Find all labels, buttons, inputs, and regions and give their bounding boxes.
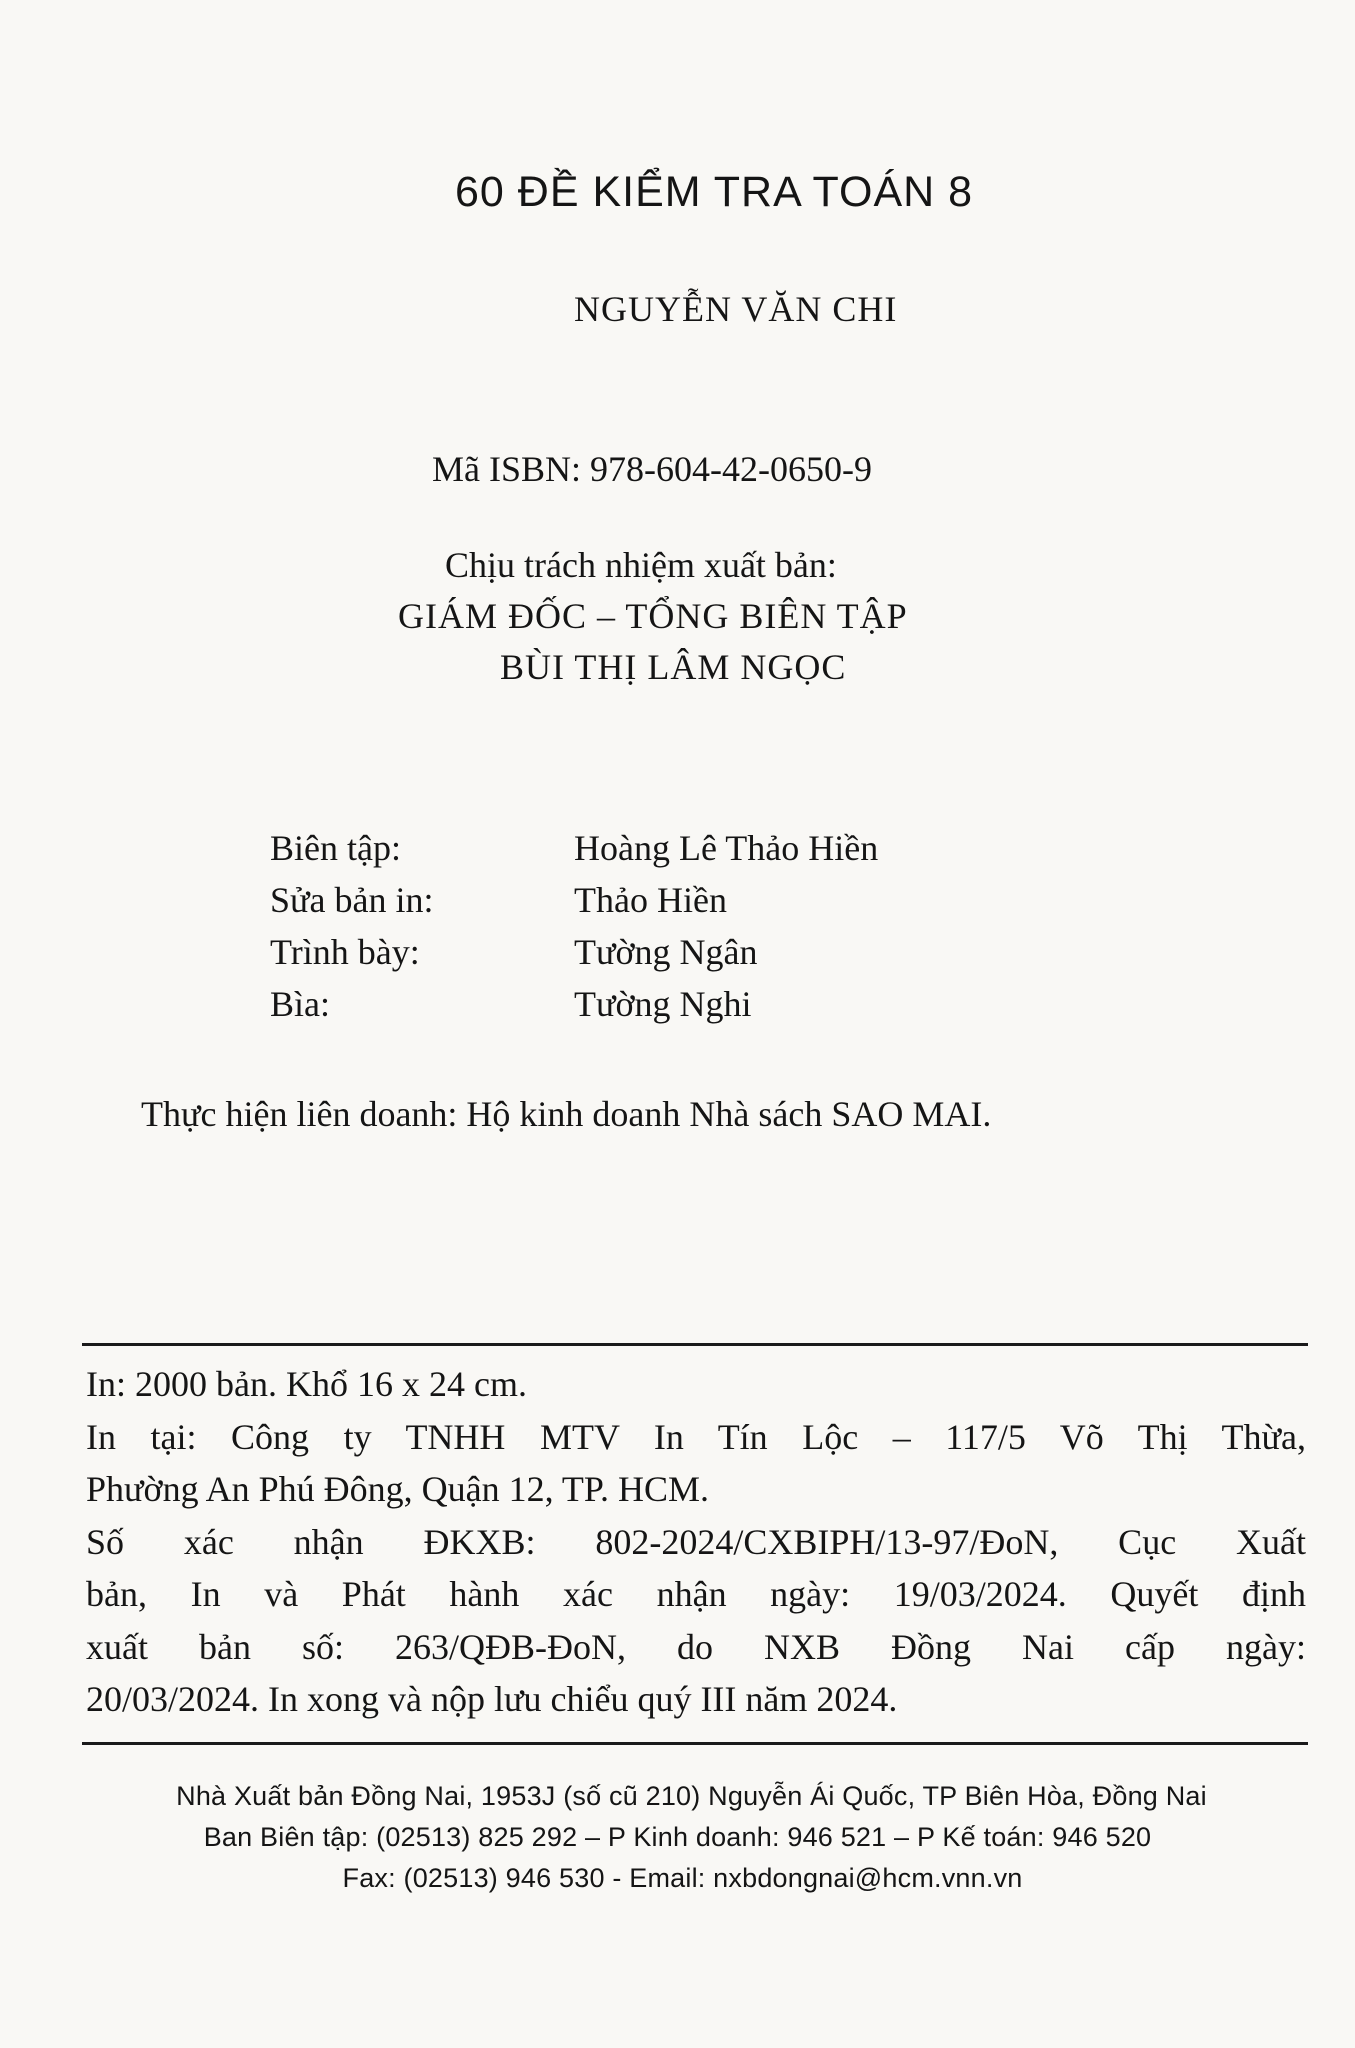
publisher-address: Nhà Xuất bản Đồng Nai, 1953J (số cũ 210) Nguyễn Ái Quốc, TP Biên Hòa, Đồng Nai [176, 1781, 1207, 1811]
publishing-responsibility-position: GIÁM ĐỐC – TỔNG BIÊN TẬP [398, 596, 908, 636]
print-info-line: In: 2000 bản. Khổ 16 x 24 cm. [86, 1364, 527, 1404]
print-info-line: In tại: Công ty TNHH MTV In Tín Lộc – 117/5 Võ Thị Thừa, [86, 1416, 1306, 1457]
print-info-line: xuất bản số: 263/QĐB-ĐoN, do NXB Đồng Nai cấp ngày: [86, 1626, 1306, 1667]
credit-name: Hoàng Lê Thảo Hiền [574, 828, 879, 868]
credit-name: Tường Ngân [574, 932, 758, 972]
book-title: 60 ĐỀ KIỂM TRA TOÁN 8 [455, 168, 974, 216]
print-info-block [86, 1358, 1306, 1726]
publisher-phones: Ban Biên tập: (02513) 825 292 – P Kinh doanh: 946 521 – P Kế toán: 946 520 [203, 1822, 1152, 1852]
credit-name: Thảo Hiền [574, 880, 727, 920]
credit-role: Trình bày: [270, 932, 420, 972]
credit-row-editor [270, 827, 1070, 879]
publishing-responsibility-name: BÙI THỊ LÂM NGỌC [500, 647, 847, 687]
joint-venture-line: Thực hiện liên doanh: Hộ kinh doanh Nhà sách SAO MAI. [141, 1094, 992, 1134]
credit-row-cover [270, 983, 1070, 1035]
credit-name: Tường Nghi [574, 984, 752, 1024]
credit-role: Bìa: [270, 984, 330, 1024]
credit-row-layout [270, 931, 1070, 983]
print-info-line: Phường An Phú Đông, Quận 12, TP. HCM. [86, 1469, 709, 1509]
divider-bottom [82, 1742, 1308, 1745]
credit-role: Biên tập: [270, 828, 401, 868]
publishing-responsibility-label: Chịu trách nhiệm xuất bản: [445, 545, 837, 585]
credit-row-proofreader [270, 879, 1070, 931]
credit-role: Sửa bản in: [270, 880, 434, 920]
divider-top [82, 1343, 1308, 1346]
publisher-info [0, 1776, 1355, 1899]
publisher-contact: Fax: (02513) 946 530 - Email: nxbdongnai@hcm.vnn.vn [342, 1863, 1023, 1893]
print-info-line: 20/03/2024. In xong và nộp lưu chiểu quý III năm 2024. [86, 1679, 898, 1719]
book-author: NGUYỄN VĂN CHI [574, 289, 898, 329]
credits-list [270, 827, 1070, 1035]
isbn-line: Mã ISBN: 978-604-42-0650-9 [432, 449, 872, 489]
print-info-line: Số xác nhận ĐKXB: 802-2024/CXBIPH/13-97/ĐoN, Cục Xuất [86, 1521, 1306, 1562]
print-info-line: bản, In và Phát hành xác nhận ngày: 19/03/2024. Quyết định [86, 1574, 1306, 1614]
